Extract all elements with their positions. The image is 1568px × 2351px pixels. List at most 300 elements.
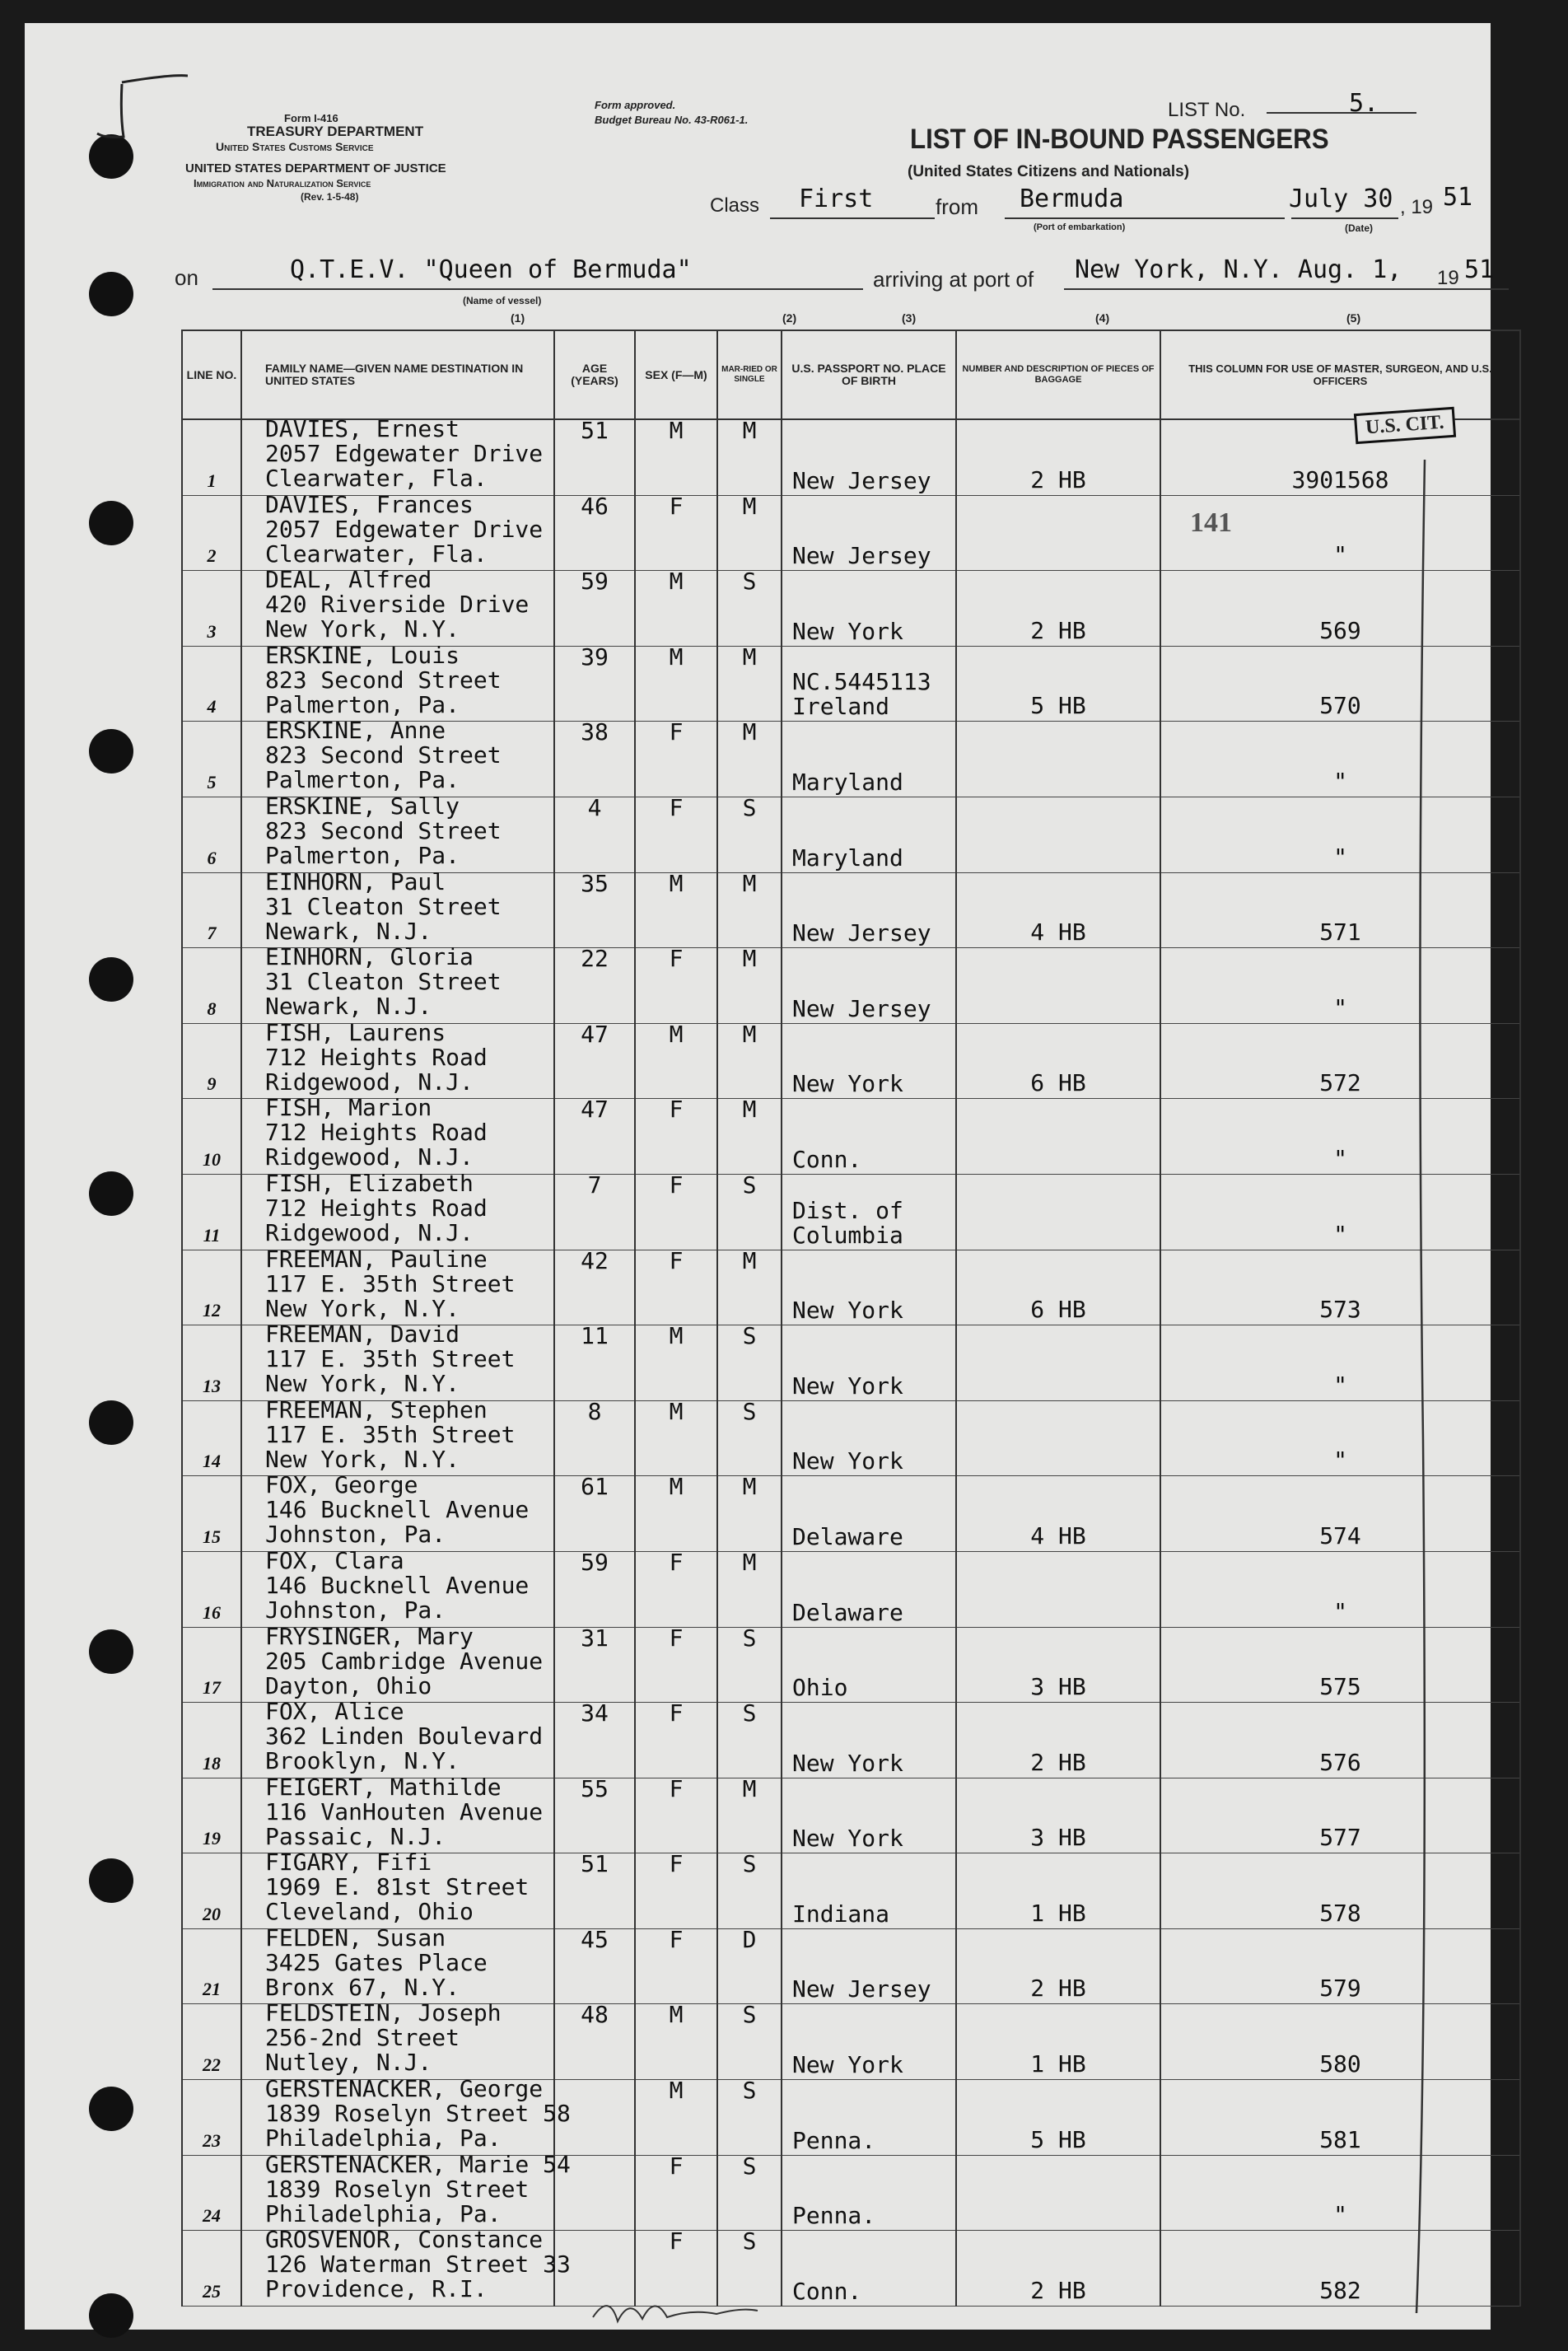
vessel-caption: (Name of vessel): [463, 295, 542, 306]
sex-cell: [635, 492, 717, 571]
ins-service: Immigration and Naturalization Service: [194, 177, 371, 189]
baggage-cell: [956, 1023, 1160, 1099]
officer-use-cell: [1160, 722, 1520, 797]
sex-cell: [635, 1624, 717, 1703]
line-number: 15: [203, 1526, 221, 1547]
passenger-row: [182, 1928, 1520, 2004]
sex: F: [669, 492, 684, 520]
line-number: 11: [203, 1224, 221, 1246]
birthplace: Delaware: [792, 1522, 903, 1550]
on-label: on: [175, 265, 198, 290]
pencil-line: [1392, 451, 1458, 2330]
passenger-name-address: EINHORN, Paul 31 Cleaton Street Newark, N.J.: [265, 867, 502, 945]
birthplace-cell: [782, 1174, 956, 1250]
officer-use-cell: [1160, 1853, 1520, 1929]
passenger-row: [182, 2155, 1520, 2231]
marital-status: M: [742, 1096, 757, 1124]
birthplace-cell: [782, 2155, 956, 2231]
marital-status: M: [742, 1246, 757, 1274]
officer-use: 579: [1319, 1975, 1361, 2003]
passenger-name-address: DAVIES, Frances 2057 Edgewater Drive Clearwater, Fla.: [265, 490, 544, 568]
officer-use: ": [1333, 993, 1347, 1021]
birthplace-cell: [782, 1476, 956, 1552]
age: 8: [587, 1397, 602, 1425]
passenger-name-address: ERSKINE, Anne 823 Second Street Palmerton, Pa.: [265, 717, 502, 794]
officer-use-cell: [1160, 948, 1520, 1024]
column-header-age: AGE (YEARS): [554, 330, 635, 419]
birthplace: New Jersey: [792, 919, 931, 947]
age: 47: [581, 1096, 609, 1124]
marital-status-cell: [717, 419, 782, 495]
birthplace-cell: [782, 1099, 956, 1175]
passenger-name-address-cell: [241, 1999, 554, 2080]
from-value: Bermuda: [1020, 185, 1124, 213]
punch-hole: [89, 272, 133, 316]
passenger-name-address-cell: [241, 1923, 554, 2004]
line-number: 4: [207, 696, 217, 717]
officer-use-cell: [1160, 1627, 1520, 1703]
arrival-port: New York, N.Y. Aug. 1,: [1075, 255, 1402, 284]
passenger-name-address-cell: [241, 792, 554, 872]
class-label: Class: [710, 194, 760, 217]
passenger-name-address: DEAL, Alfred 420 Riverside Drive New York, N.Y.: [265, 566, 530, 643]
officer-use-cell: [1160, 1099, 1520, 1175]
birthplace: New York: [792, 2051, 903, 2079]
line-number: 5: [207, 771, 217, 792]
officer-use-cell: [1160, 419, 1520, 495]
age-cell: [554, 1925, 635, 2004]
passenger-name-address-cell: [241, 2226, 571, 2307]
column-header-married: MAR-RIED OR SINGLE: [717, 330, 782, 419]
list-no-value: 5.: [1349, 89, 1379, 118]
line-number: 17: [203, 1677, 221, 1699]
officer-use: 575: [1319, 1673, 1361, 1701]
passenger-name-address: FISH, Laurens 712 Heights Road Ridgewood, N.J.: [265, 1018, 488, 1096]
age-cell: [554, 1246, 635, 1325]
age-cell: [554, 1397, 635, 1476]
passenger-name-address-cell: [241, 943, 554, 1024]
passenger-name-address: FIGARY, Fifi 1969 E. 81st Street Cleveland, Ohio: [265, 1849, 530, 1926]
line-number: 16: [203, 1601, 221, 1623]
baggage-cell: [956, 1928, 1160, 2004]
passenger-row: [182, 1325, 1520, 1401]
sex: F: [669, 1548, 684, 1576]
officer-use-cell: [1160, 872, 1520, 948]
officer-use-cell: [1160, 2080, 1520, 2156]
port-caption: (Port of embarkation): [1034, 222, 1126, 232]
sex: F: [669, 718, 684, 746]
age: 55: [581, 1774, 609, 1802]
birthplace: Ohio: [792, 1674, 848, 1702]
baggage: 2 HB: [1030, 2276, 1086, 2304]
officer-use: ": [1333, 1371, 1347, 1399]
marital-status: M: [742, 417, 757, 444]
baggage: 4 HB: [1030, 1521, 1086, 1549]
birthplace-cell: [782, 1928, 956, 2004]
column-number-1: (1): [511, 311, 525, 325]
age: 42: [581, 1246, 609, 1274]
passenger-name-address-cell: [241, 1245, 554, 1325]
passenger-row: [182, 1099, 1520, 1175]
column-header-baggage: NUMBER AND DESCRIPTION OF PIECES OF BAGGAGE: [956, 330, 1160, 419]
age: 39: [581, 643, 609, 671]
marital-status: S: [742, 2227, 757, 2255]
marital-status: M: [742, 718, 757, 746]
sex: F: [669, 1246, 684, 1274]
passenger-name-address-cell: [241, 1622, 554, 1703]
passenger-name-address: DAVIES, Ernest 2057 Edgewater Drive Clearwater, Fla.: [265, 415, 544, 492]
marital-status-cell: [717, 793, 782, 872]
sex: F: [669, 1171, 684, 1199]
age-cell: [554, 568, 635, 647]
column-header-line: LINE NO.: [182, 330, 241, 419]
baggage: 2 HB: [1030, 1748, 1086, 1776]
line-number-cell: [182, 1174, 241, 1250]
marital-status: S: [742, 2001, 757, 2029]
line-number: 22: [203, 2054, 221, 2076]
officer-use-cell: [1160, 571, 1520, 647]
officer-use-cell: [1160, 1250, 1520, 1325]
document-sheet: [25, 23, 1495, 2330]
line-number-cell: [182, 1703, 241, 1778]
passenger-name-address: GERSTENACKER, Marie 54 1839 Roselyn Street Philadelphia, Pa.: [265, 2150, 571, 2227]
age-cell: [554, 1548, 635, 1627]
passenger-name-address-cell: [241, 1773, 554, 1853]
baggage-cell: [956, 1400, 1160, 1476]
baggage-cell: [956, 2155, 1160, 2231]
list-no-label: LIST No.: [1168, 99, 1246, 121]
officer-use-cell: [1160, 1476, 1520, 1552]
age-cell: [554, 1699, 635, 1778]
baggage-cell: [956, 1703, 1160, 1778]
baggage-cell: [956, 722, 1160, 797]
marital-status-cell: [717, 869, 782, 948]
birthplace: New Jersey: [792, 542, 931, 570]
birthplace: New Jersey: [792, 994, 931, 1022]
marital-status-cell: [717, 2001, 782, 2080]
age-cell: [554, 1473, 635, 1552]
baggage-cell: [956, 948, 1160, 1024]
baggage-cell: [956, 646, 1160, 722]
birthplace: New York: [792, 1825, 903, 1853]
signature: [585, 2284, 766, 2334]
birthplace: Penna.: [792, 2126, 876, 2154]
punch-hole: [89, 2293, 133, 2338]
passenger-name-address: FREEMAN, Stephen 117 E. 35th Street New York, N.Y.: [265, 1395, 516, 1473]
birthplace: Conn.: [792, 2277, 862, 2305]
sex-cell: [635, 1397, 717, 1476]
line-number-cell: [182, 1928, 241, 2004]
age: 11: [581, 1322, 609, 1350]
year2-value: 51: [1464, 255, 1495, 284]
passenger-name-address-cell: [241, 1320, 554, 1401]
age: 22: [581, 945, 609, 973]
marital-status: S: [742, 568, 757, 596]
marital-status-cell: [717, 2152, 782, 2231]
age-cell: [554, 1774, 635, 1853]
passenger-row: [182, 722, 1520, 797]
line-number: 9: [207, 1073, 217, 1095]
sex: M: [669, 417, 684, 444]
birthplace-cell: [782, 1853, 956, 1929]
passenger-row: [182, 495, 1520, 571]
sex-cell: [635, 945, 717, 1024]
birthplace-cell: [782, 1325, 956, 1401]
passenger-name-address-cell: [241, 1094, 554, 1175]
marital-status-cell: [717, 1322, 782, 1401]
baggage-cell: [956, 797, 1160, 872]
age-cell: [554, 492, 635, 571]
officer-use-cell: [1160, 1325, 1520, 1401]
age-cell: [554, 1850, 635, 1929]
class-value: First: [799, 185, 874, 213]
birthplace-cell: [782, 1250, 956, 1325]
officer-use-cell: [1160, 1928, 1520, 2004]
sex-cell: [635, 2077, 717, 2156]
birthplace-cell: [782, 1778, 956, 1853]
officer-use-cell: [1160, 1703, 1520, 1778]
sex: F: [669, 1925, 684, 1953]
marital-status-cell: [717, 1850, 782, 1929]
line-number-cell: [182, 722, 241, 797]
vessel-name: Q.T.E.V. "Queen of Bermuda": [290, 255, 692, 284]
baggage-cell: [956, 1853, 1160, 1929]
arriving-label: arriving at port of: [873, 267, 1034, 292]
marital-status: M: [742, 1774, 757, 1802]
officer-use-cell: [1160, 1551, 1520, 1627]
birthplace: Maryland: [792, 844, 903, 872]
age-cell: [554, 718, 635, 797]
age: 59: [581, 1548, 609, 1576]
line-number-cell: [182, 948, 241, 1024]
line-number: 12: [203, 1300, 221, 1321]
punch-hole: [89, 1400, 133, 1445]
line-number-cell: [182, 419, 241, 495]
column-number-2: (2): [782, 311, 797, 325]
birthplace-cell: [782, 2004, 956, 2080]
birthplace: New York: [792, 1297, 903, 1325]
birthplace-cell: [782, 797, 956, 872]
line-number-cell: [182, 1853, 241, 1929]
line-number-cell: [182, 571, 241, 647]
birthplace: New York: [792, 1749, 903, 1777]
baggage: 2 HB: [1030, 1975, 1086, 2003]
line-number: 20: [203, 1903, 221, 1924]
marital-status: M: [742, 869, 757, 897]
line-number: 23: [203, 2129, 221, 2151]
marital-status: S: [742, 1322, 757, 1350]
sex-cell: [635, 869, 717, 948]
officer-use-cell: [1160, 1778, 1520, 1853]
marital-status: M: [742, 1548, 757, 1576]
officer-use: 581: [1319, 2125, 1361, 2153]
year1-value: 51: [1443, 183, 1473, 212]
passenger-name-address-cell: [241, 566, 554, 647]
passenger-row: [182, 797, 1520, 872]
line-number: 6: [207, 847, 217, 868]
age-cell: [554, 1322, 635, 1401]
marital-status: S: [742, 793, 757, 821]
passenger-row: [182, 1551, 1520, 1627]
passenger-row: [182, 1250, 1520, 1325]
birthplace-cell: [782, 2231, 956, 2307]
column-number-5: (5): [1346, 311, 1361, 325]
passenger-row: [182, 872, 1520, 948]
punch-hole: [89, 729, 133, 774]
line-number: 25: [203, 2280, 221, 2302]
officer-use-cell: [1160, 1023, 1520, 1099]
sex-cell: [635, 1774, 717, 1853]
baggage-cell: [956, 1250, 1160, 1325]
marital-status: D: [742, 1925, 757, 1953]
birthplace-cell: [782, 2080, 956, 2156]
age-cell: [554, 419, 635, 495]
line-number-cell: [182, 1778, 241, 1853]
birthplace: New York: [792, 1447, 903, 1475]
passenger-name-address-cell: [241, 867, 554, 948]
passenger-name-address-cell: [241, 641, 554, 722]
line-number: 13: [203, 1375, 221, 1396]
line-number-cell: [182, 872, 241, 948]
passenger-name-address: FELDEN, Susan 3425 Gates Place Bronx 67, N.Y.: [265, 1923, 488, 2001]
baggage-cell: [956, 571, 1160, 647]
passenger-name-address: FISH, Elizabeth 712 Heights Road Ridgewood, N.J.: [265, 1169, 488, 1246]
baggage-cell: [956, 2231, 1160, 2307]
age-cell: [554, 1020, 635, 1099]
sex-cell: [635, 2001, 717, 2080]
page-title: LIST OF IN-BOUND PASSENGERS: [910, 124, 1329, 155]
marital-status-cell: [717, 1171, 782, 1250]
handwritten-note: 141: [1190, 507, 1232, 538]
age-cell: [554, 945, 635, 1024]
date-value: July 30: [1289, 185, 1393, 213]
form-revision: (Rev. 1-5-48): [301, 191, 359, 203]
age: 31: [581, 1624, 609, 1652]
baggage: 5 HB: [1030, 692, 1086, 720]
sex: F: [669, 1774, 684, 1802]
marital-status: M: [742, 1020, 757, 1048]
passenger-name-address: GROSVENOR, Constance 126 Waterman Street 33 Providence, R.I.: [265, 2226, 571, 2303]
officer-use: 582: [1319, 2276, 1361, 2304]
birthplace: New Jersey: [792, 466, 931, 494]
year1-prefix: , 19: [1400, 196, 1434, 218]
passenger-name-address: ERSKINE, Louis 823 Second Street Palmerton, Pa.: [265, 641, 502, 718]
marital-status: S: [742, 1624, 757, 1652]
officer-use: 576: [1319, 1748, 1361, 1776]
baggage-cell: [956, 2080, 1160, 2156]
passenger-row: [182, 646, 1520, 722]
officer-use-cell: [1160, 646, 1520, 722]
sex: M: [669, 1397, 684, 1425]
marital-status: S: [742, 2077, 757, 2105]
passenger-name-address: FREEMAN, David 117 E. 35th Street New York, N.Y.: [265, 1320, 516, 1398]
passenger-name-address-cell: [241, 415, 554, 495]
page-subtitle: (United States Citizens and Nationals): [908, 163, 1190, 180]
passenger-row: [182, 2004, 1520, 2080]
marital-status-cell: [717, 1473, 782, 1552]
officer-use-cell: [1160, 797, 1520, 872]
marital-status-cell: [717, 1548, 782, 1627]
column-header-name: FAMILY NAME—GIVEN NAME DESTINATION IN UNITED STATES: [241, 330, 554, 419]
sex-cell: [635, 1925, 717, 2004]
baggage: 3 HB: [1030, 1824, 1086, 1852]
sex-cell: [635, 1850, 717, 1929]
passenger-name-address: GERSTENACKER, George 1839 Roselyn Street 58 Philadelphia, Pa.: [265, 2075, 571, 2152]
birthplace: NC.5445113 Ireland: [792, 668, 931, 721]
birthplace-cell: [782, 1627, 956, 1703]
age-cell: [554, 1096, 635, 1175]
age: 59: [581, 568, 609, 596]
justice-dept: UNITED STATES DEPARTMENT OF JUSTICE: [185, 161, 446, 175]
birthplace: New York: [792, 617, 903, 645]
baggage-cell: [956, 495, 1160, 571]
passenger-name-address-cell: [241, 1395, 554, 1476]
passenger-name-address: FELDSTEIN, Joseph 256-2nd Street Nutley, N.J.: [265, 1999, 502, 2077]
line-number-cell: [182, 495, 241, 571]
line-number-cell: [182, 2080, 241, 2156]
age: 48: [581, 2001, 609, 2029]
sex: M: [669, 2077, 684, 2105]
marital-status-cell: [717, 1246, 782, 1325]
passenger-name-address-cell: [241, 1018, 554, 1099]
officer-use: ": [1333, 1447, 1347, 1475]
birthplace-cell: [782, 646, 956, 722]
passenger-name-address-cell: [241, 1546, 554, 1627]
birthplace-cell: [782, 571, 956, 647]
sex-cell: [635, 793, 717, 872]
marital-status-cell: [717, 1774, 782, 1853]
marital-status: S: [742, 1171, 757, 1199]
line-number-cell: [182, 1250, 241, 1325]
birthplace: Dist. of Columbia: [792, 1196, 903, 1249]
passenger-row: [182, 1778, 1520, 1853]
baggage-cell: [956, 1551, 1160, 1627]
officer-use: 573: [1319, 1296, 1361, 1324]
officer-use-cell: [1160, 1400, 1520, 1476]
passenger-name-address-cell: [241, 2150, 571, 2231]
marital-status-cell: [717, 492, 782, 571]
age: 61: [581, 1473, 609, 1501]
age-cell: [554, 793, 635, 872]
marital-status: M: [742, 643, 757, 671]
line-number: 18: [203, 1752, 221, 1774]
marital-status: M: [742, 492, 757, 520]
sex: F: [669, 1699, 684, 1727]
sex: F: [669, 1850, 684, 1878]
officer-use: 580: [1319, 2050, 1361, 2078]
birthplace: Penna.: [792, 2202, 876, 2230]
passenger-name-address-cell: [241, 490, 554, 571]
birthplace: Conn.: [792, 1145, 862, 1173]
sex: F: [669, 1096, 684, 1124]
passenger-name-address: FEIGERT, Mathilde 116 VanHouten Avenue Passaic, N.J.: [265, 1773, 544, 1850]
officer-use: ": [1333, 843, 1347, 871]
birthplace-cell: [782, 722, 956, 797]
sex-cell: [635, 1020, 717, 1099]
officer-use-cell: [1160, 1174, 1520, 1250]
age-cell: [554, 1171, 635, 1250]
line-number: 1: [207, 470, 217, 491]
baggage-cell: [956, 1174, 1160, 1250]
line-number: 19: [203, 1828, 221, 1849]
officer-use-cell: [1160, 2231, 1520, 2307]
passenger-name-address-cell: [241, 1698, 554, 1778]
line-number: 10: [203, 1148, 221, 1170]
customs-service: United States Customs Service: [216, 140, 374, 153]
date-caption: (Date): [1345, 222, 1374, 234]
birthplace-cell: [782, 1551, 956, 1627]
officer-use: 577: [1319, 1824, 1361, 1852]
